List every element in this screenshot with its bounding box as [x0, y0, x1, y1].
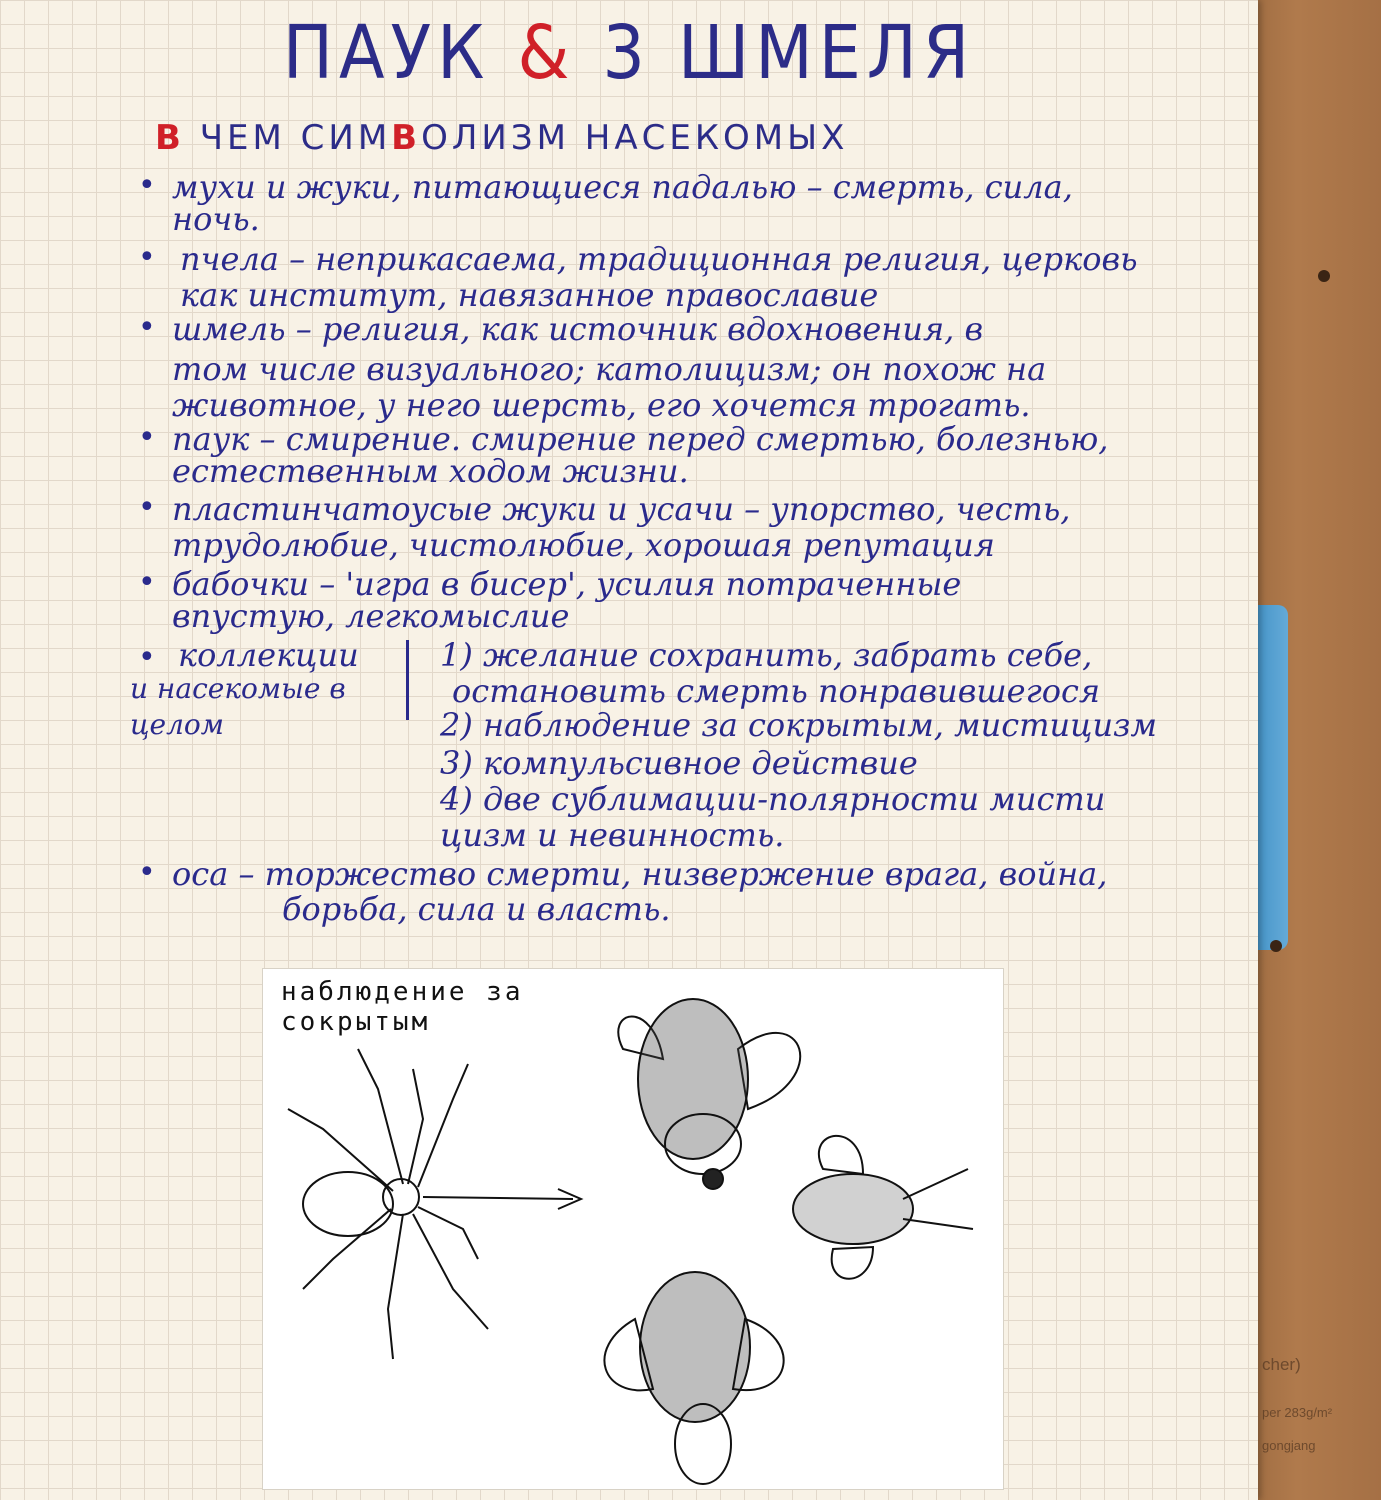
page-title [0, 10, 1258, 96]
note-left: и насекомые в [130, 672, 346, 705]
note-numbered: 3) компульсивное действие [440, 744, 918, 782]
cover-hole [1270, 940, 1282, 952]
note-line: пластинчатоусые жуки и усачи – упорство, честь, [172, 490, 1071, 528]
note-line: шмель – религия, как источник вдохновения, в [172, 310, 984, 348]
subtitle-pre: ЧЕМ СИМ [184, 118, 392, 158]
title-ampersand: & [517, 10, 576, 96]
note-line: борьба, сила и власть. [282, 890, 671, 928]
note-line: том числе визуального; католицизм; он похож на [172, 350, 1047, 388]
bullet-dot: • [138, 490, 156, 525]
note-numbered: остановить смерть понравившегося [452, 672, 1101, 710]
bullet-dot: • [138, 640, 156, 675]
subtitle-red-letter: В [391, 118, 422, 158]
cover-print-1: cher) [1262, 1355, 1301, 1374]
sketch-card [262, 968, 1004, 1490]
cover-hole [1318, 270, 1330, 282]
spider-sketch [288, 1049, 581, 1359]
note-line: впустую, легкомыслие [172, 597, 570, 635]
note-numbered: 2) наблюдение за сокрытым, мистицизм [440, 706, 1158, 744]
note-line: естественным ходом жизни. [172, 452, 689, 490]
note-numbered: цизм и невинность. [440, 816, 785, 854]
bullet-dot: • [138, 310, 156, 345]
bullet-dot: • [138, 855, 156, 890]
note-line: как институт, навязанное православие [180, 276, 879, 314]
title-part2: 3 ШМЕЛЯ [575, 10, 976, 96]
note-numbered: 4) две сублимации-полярности мисти [440, 780, 1106, 818]
subtitle-prefix: В [155, 118, 185, 158]
brace-divider [398, 640, 409, 720]
card-caption-line2: сокрытым [281, 1007, 431, 1037]
note-line: ночь. [172, 200, 260, 238]
card-caption-line1: наблюдение за [281, 977, 524, 1007]
bullet-dot: • [138, 240, 156, 275]
note-line: паук – смирение. смирение перед смертью, болезнью, [172, 420, 1109, 458]
subtitle-post: ОЛИЗМ НАСЕКОМЫХ [421, 118, 849, 158]
cover-print-3: gongjang [1262, 1438, 1316, 1453]
note-line: бабочки – 'игра в бисер', усилия потраченные [172, 565, 962, 603]
note-line: трудолюбие, чистолюбие, хорошая репутация [172, 526, 995, 564]
bullet-dot: • [138, 565, 156, 600]
cover-print-2: per 283g/m² [1262, 1405, 1333, 1420]
note-line: мухи и жуки, питающиеся падалью – смерть, сила, [172, 168, 1073, 206]
bullet-dot: • [138, 168, 156, 203]
note-numbered: 1) желание сохранить, забрать себе, [440, 636, 1093, 674]
subtitle [155, 118, 848, 158]
note-line: животное, у него шерсть, его хочется трогать. [172, 386, 1031, 424]
note-left: коллекции [178, 636, 359, 674]
note-left: целом [130, 708, 225, 741]
bumblebee-sketch [604, 999, 973, 1484]
title-part1: ПАУК [282, 10, 518, 96]
note-line: пчела – неприкасаема, традиционная религия, церковь [180, 240, 1138, 278]
sketch-drawing [263, 969, 1003, 1489]
note-line: оса – торжество смерти, низвержение врага, война, [172, 855, 1108, 893]
bullet-dot: • [138, 420, 156, 455]
